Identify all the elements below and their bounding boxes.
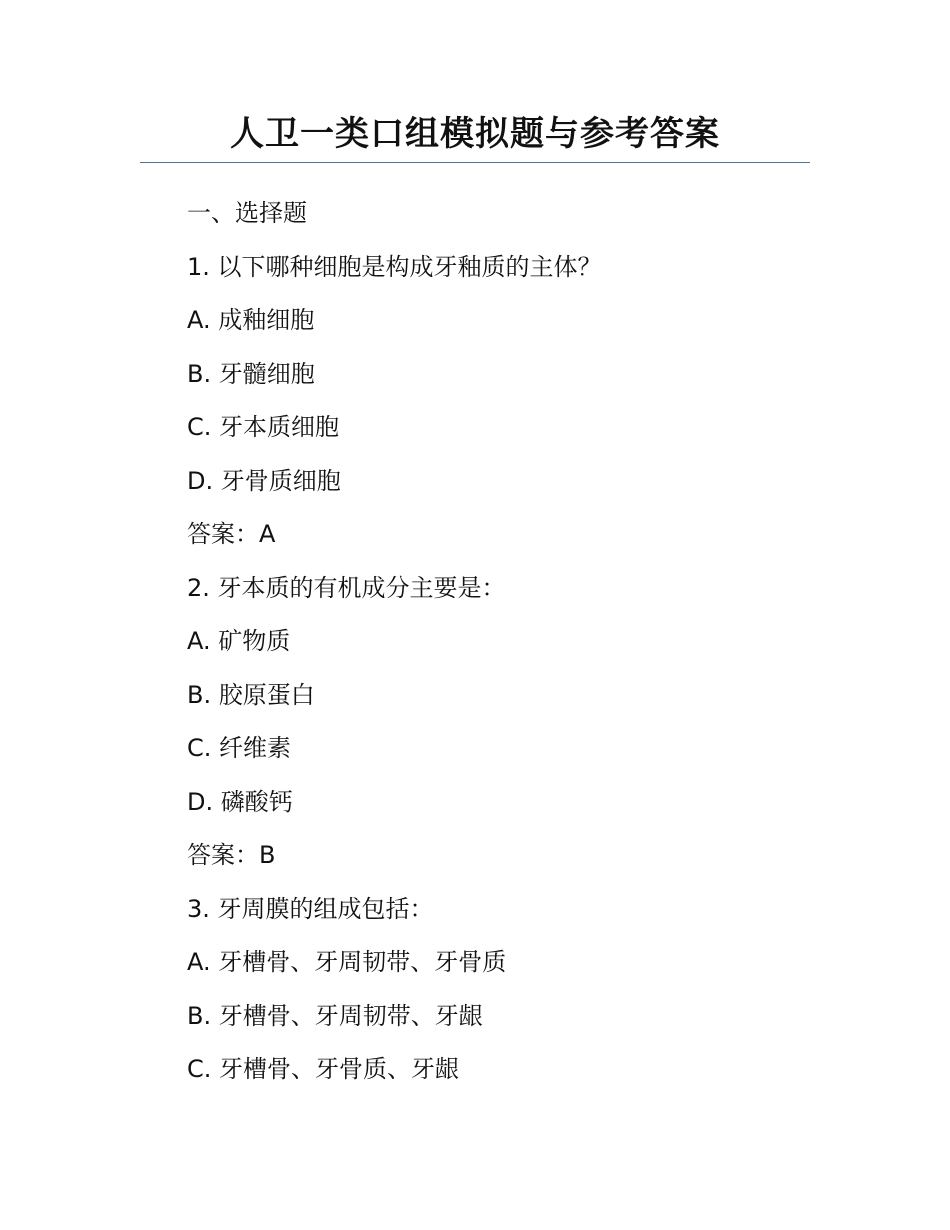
question-stem: 3. 牙周膜的组成包括： xyxy=(187,894,434,923)
answer-option: C. 纤维素 xyxy=(187,734,292,762)
answer-option: B. 胶原蛋白 xyxy=(187,680,315,709)
document-title: 人卫一类口组模拟题与参考答案 xyxy=(230,114,720,154)
correct-answer: 答案：B xyxy=(187,841,276,869)
answer-option: D. 牙骨质细胞 xyxy=(187,466,341,495)
question-block xyxy=(187,563,807,884)
answer-option: B. 牙槽骨、牙周韧带、牙龈 xyxy=(187,1001,483,1030)
section-heading: 一、选择题 xyxy=(187,199,307,227)
answer-option: D. 磷酸钙 xyxy=(187,787,293,816)
question-stem: 1. 以下哪种细胞是构成牙釉质的主体？ xyxy=(187,252,602,281)
title-divider xyxy=(140,162,810,163)
answer-option: C. 牙本质细胞 xyxy=(187,413,340,441)
answer-option: A. 牙槽骨、牙周韧带、牙骨质 xyxy=(187,948,507,976)
question-stem: 2. 牙本质的有机成分主要是： xyxy=(187,573,506,602)
answer-option: A. 成釉细胞 xyxy=(187,306,315,334)
answer-option: C. 牙槽骨、牙骨质、牙龈 xyxy=(187,1055,460,1083)
question-block xyxy=(187,884,807,1098)
answer-option: A. 矿物质 xyxy=(187,627,291,655)
answer-option: B. 牙髓细胞 xyxy=(187,359,315,388)
correct-answer: 答案：A xyxy=(187,520,276,548)
document-body xyxy=(187,188,807,1098)
question-block xyxy=(187,242,807,563)
